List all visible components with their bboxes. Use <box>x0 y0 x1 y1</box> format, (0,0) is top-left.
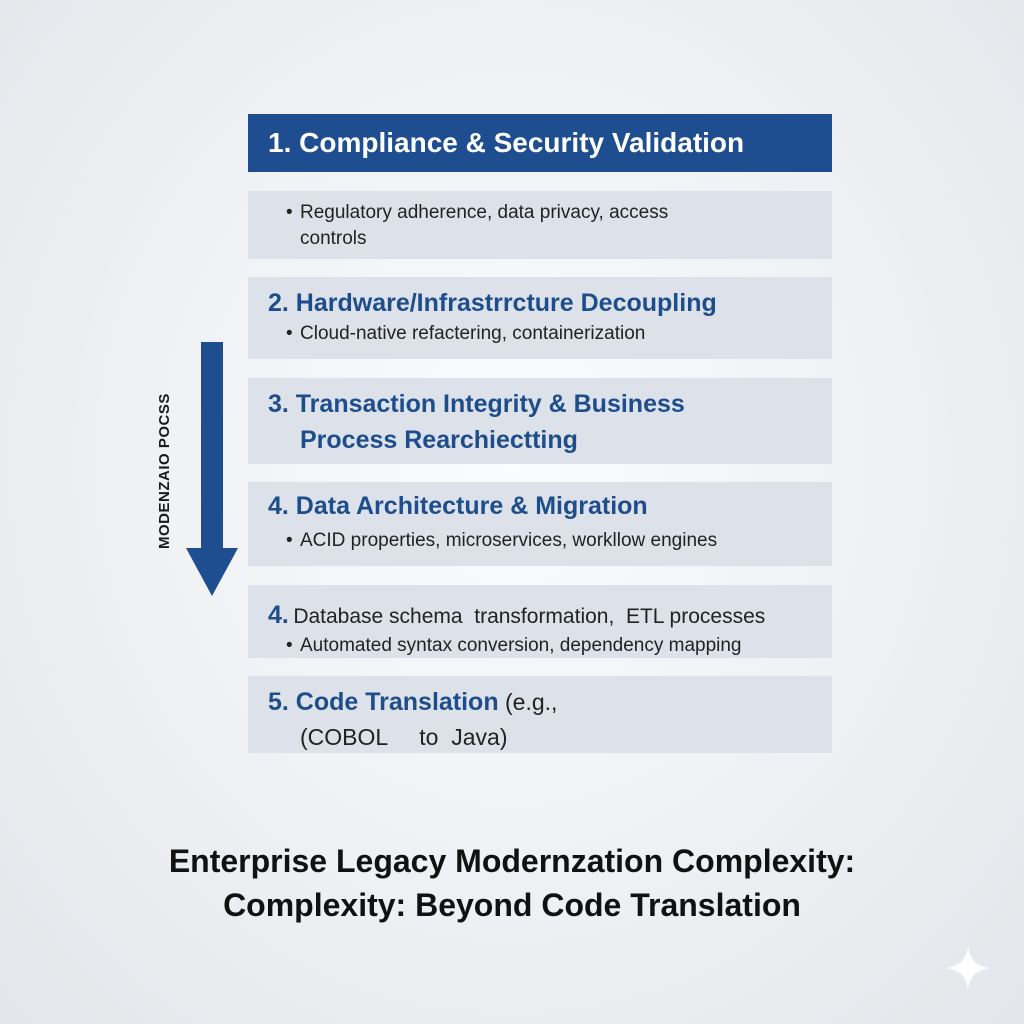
step-title: 2. Hardware/Infrastrrcture Decoupling <box>268 289 717 317</box>
header-title: 1. Compliance & Security Validation <box>268 127 745 158</box>
down-arrow-icon <box>186 342 240 598</box>
bullet-item: • Regulatory adherence, data privacy, access controls <box>286 202 669 249</box>
bullet-dot: • <box>286 202 293 223</box>
step-subline: (COBOL to Java) <box>300 724 508 750</box>
step-line: 4. Database schema transformation, ETL processes <box>268 601 766 629</box>
step-box-data-architecture <box>248 482 832 566</box>
step-title: 4. Data Architecture & Migration <box>268 492 648 520</box>
caption-line-2: Complexity: Beyond Code Translation <box>223 887 801 923</box>
step-box-code-translation <box>248 676 832 753</box>
bullet-item: • Cloud-native refactering, containerization <box>268 321 832 347</box>
step-box-transaction <box>248 378 832 464</box>
bullet-dot: • <box>286 530 293 551</box>
bullet-dot: • <box>286 323 293 344</box>
sparkle-icon <box>944 944 992 992</box>
step-box-hardware <box>248 277 832 359</box>
step-box-database <box>248 585 832 658</box>
bullet-dot: • <box>286 635 293 656</box>
bullet-item: • ACID properties, microservices, workllow engines <box>268 528 832 554</box>
side-label: MODENZAIO POCSS <box>156 393 173 549</box>
step-title: 3. Transaction Integrity & Business Process Rearchiectting <box>268 390 685 454</box>
step-box-compliance-details <box>248 191 832 259</box>
caption-line-1: Enterprise Legacy Modernzation Complexity: <box>168 843 856 879</box>
step-title-line: 5. Code Translation (e.g., <box>268 688 558 716</box>
step-header-compliance <box>248 114 832 172</box>
bullet-item: • Automated syntax conversion, dependency mapping <box>268 633 832 659</box>
